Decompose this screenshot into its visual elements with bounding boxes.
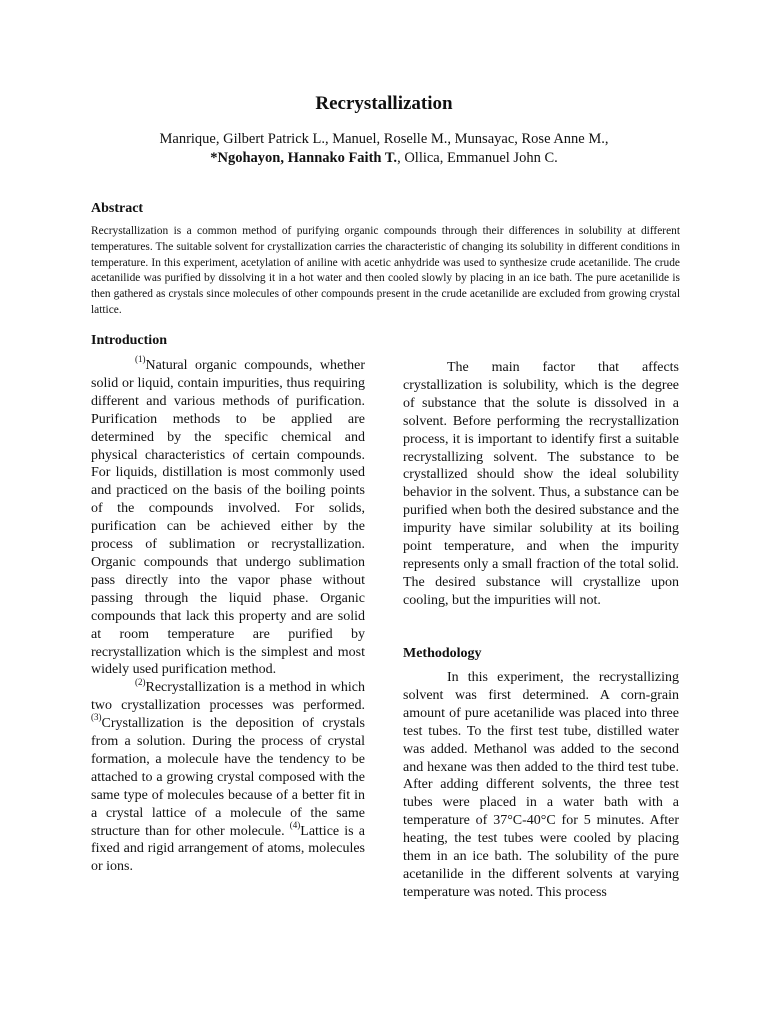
author-list (0, 130, 768, 168)
author-line-2 (0, 149, 768, 168)
introduction-left-column (91, 354, 365, 876)
introduction-right-column (403, 359, 679, 610)
abstract-heading: Abstract (91, 201, 144, 216)
paper-title: Recrystallization (315, 93, 453, 114)
abstract-text: Recrystallization is a common method of purifying organic compounds through their differences in solubility at different temperatures. The suitable solvent for crystallization carries the characteristic of changing its solubility in different conditions in temperature. In this experiment, acetylation of aniline with acetic anhydride was used to synthesize crude acetanilide. The crude acetanilide was purified by dissolving it in a hot water and then cooled slowly by placing in an ice bath. The pure acetanilide is then gathered as crystals since molecules of other compounds present in the crude acetanilide are excluded from growing crystal lattice. (91, 225, 680, 316)
reference-marker-2: (2) (135, 676, 146, 687)
introduction-heading: Introduction (91, 333, 167, 348)
reference-marker-1: (1) (135, 354, 146, 365)
corresponding-author: *Ngohayon, Hannako Faith T. (210, 150, 398, 166)
introduction-paragraph-2a: Recrystallization is a method in which two crystallization processes was performed. (91, 680, 365, 714)
author-line-1: Manrique, Gilbert Patrick L., Manuel, Roselle M., Munsayac, Rose Anne M., (159, 131, 609, 147)
methodology-column (403, 669, 679, 902)
reference-marker-4: (4) (289, 819, 301, 830)
author-line-2-rest: , Ollica, Emmanuel John C. (397, 150, 558, 166)
introduction-paragraph-1: Natural organic compounds, whether solid or liquid, contain impurities, thus requiring different and various methods of purification. Purification methods to be applied are determined by the specific chemical and physical characteristics of certain compounds. For liquids, distillation is most commonly used and practiced on the basis of the boiling points of the compounds involved. For solids, purification can be achieved either by the process of sublimation or recrystallization. Organic compounds that undergo sublimation pass directly into the vapor phase without passing through the liquid phase. Organic compounds that lack this property and are solid at room temperature are purified by recrystallization which is the simplest and most widely used purification method. (91, 358, 365, 678)
introduction-paragraph-2b: Crystallization is the deposition of crystals from a solution. During the process of crystal formation, a molecule have the tendency to be attached to a growing crystal composed with the same type of molecules because of a better fit in a crystal lattice of a molecule of the same structure than for other molecule. (91, 716, 365, 839)
reference-marker-3: (3) (91, 712, 102, 723)
introduction-paragraph-2c: Lattice is a fixed and rigid arrangement of atoms, molecules or ions. (91, 823, 365, 875)
introduction-paragraph-3: The main factor that affects crystallization is solubility, which is the degree of substance that the solute is dissolved in a solvent. Before performing the recrystallization process, it is important to identify first a suitable recrystallizing solvent. The substance to be crystallized should show the ideal solubility behavior in the solvent. Thus, a substance can be purified when both the desired substance and the impurity have similar solubility at its boiling point temperature, and when the impurity represents only a small fraction of the total solid. The desired substance will crystallize upon cooling, but the impurities will not. (403, 360, 679, 608)
methodology-paragraph-1: In this experiment, the recrystallizing solvent was first determined. A corn-grain amount of pure acetanilide was placed into three test tubes. To the first test tube, distilled water was added. Methanol was added to the second and hexane was then added to the third test tube. After adding different solvents, the three test tubes were placed in a water bath with a temperature of 37°C-40°C for 5 minutes. After heating, the test tubes were cooled by placing them in an ice bath. The solubility of the pure acetanilide in the different solvents at varying temperature was noted. This process (403, 670, 679, 900)
methodology-heading: Methodology (403, 646, 482, 661)
